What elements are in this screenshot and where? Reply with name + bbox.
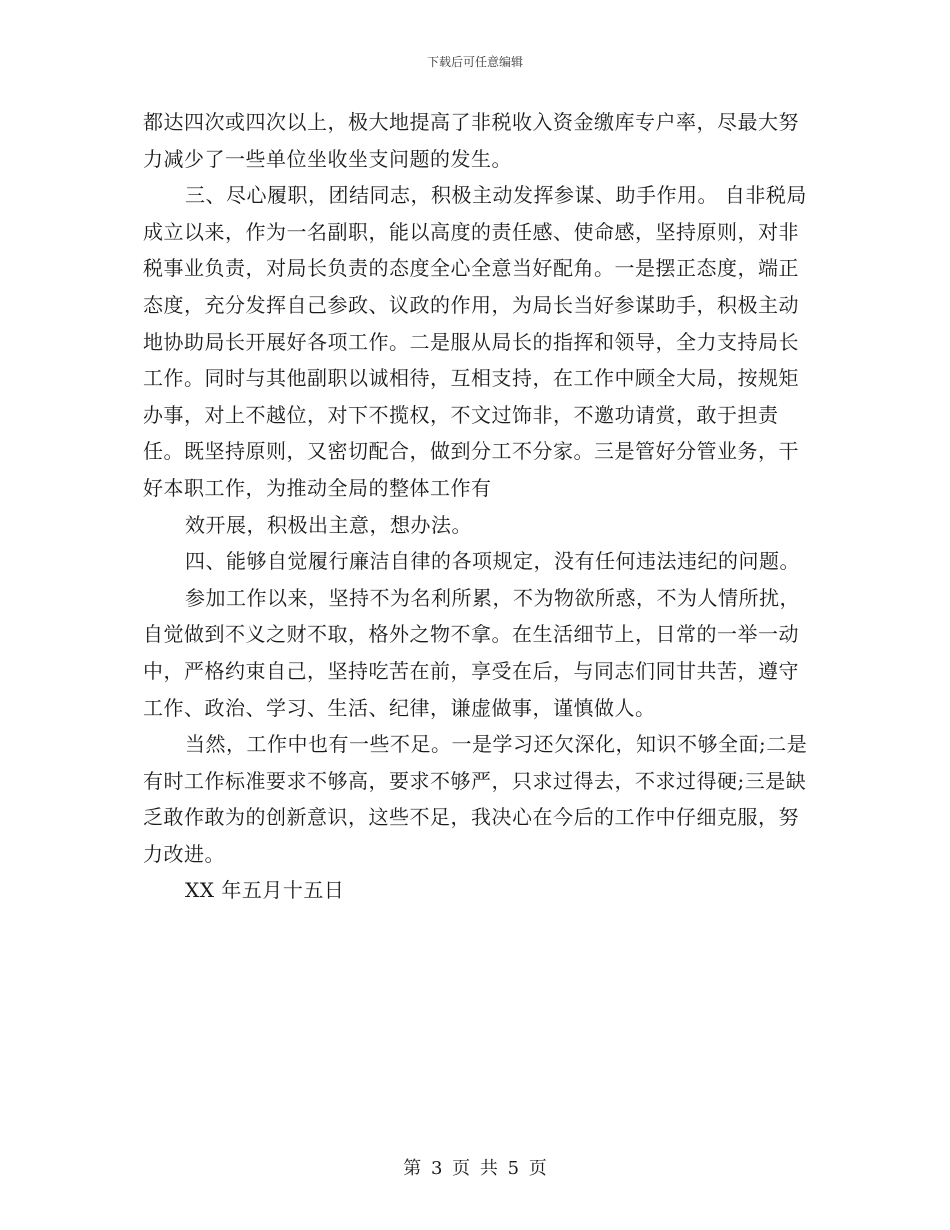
date-line: XX 年五月十五日 [185, 878, 345, 903]
paragraph: 三、尽心履职，团结同志，积极主动发挥参谋、助手作用。 自非税局成立以来，作为一名副职，能以高度的责任感、使命感，坚持原则，对非税事业负责，对局长负责的态度全心全意当好配角。一是摆正态度，端正态度，充分发挥自己参政、议政的作用，为局长当好参谋助手，积极主动地协助局长开展好各项工作。二是服从局长的指挥和领导，全力支持局长工作。同时与其他副职以诚相待，互相支持，在工作中顾全大局，按规矩办事，对上不越位，对下不揽权，不文过饰非，不邀功请赏，敢于担责任。既坚持原则，又密切配合，做到分工不分家。三是管好分管业务，干好本职工作，为推动全局的整体工作有 [143, 183, 807, 500]
paragraph: 当然，工作中也有一些不足。一是学习还欠深化，知识不够全面;二是有时工作标准要求不够高，要求不够严，只求过得去，不求过得硬;三是缺乏敢作敢为的创新意识，这些不足，我决心在今后的工作中仔细克服，努力改进。 [143, 732, 808, 866]
page-number: 第 3 页 共 5 页 [403, 1158, 547, 1179]
paragraph: 效开展，积极出主意，想办法。 [185, 512, 472, 537]
paragraph: 参加工作以来，坚持不为名利所累，不为物欲所惑，不为人情所扰，自觉做到不义之财不取，格外之物不拿。在生活细节上，日常的一举一动中，严格约束自己，坚持吃苦在前，享受在后，与同志们同甘共苦，遵守工作、政治、学习、生活、纪律，谦虚做事，谨慎做人。 [143, 585, 800, 720]
header-note: 下载后可任意编辑 [426, 55, 523, 69]
document-body [143, 104, 808, 909]
paragraph: 四、能够自觉履行廉洁自律的各项规定，没有任何违法违纪的问题。 [185, 549, 800, 574]
paragraph: 都达四次或四次以上，极大地提高了非税收入资金缴库专户率，尽最大努力减少了一些单位坐收坐支问题的发生。 [143, 110, 799, 171]
